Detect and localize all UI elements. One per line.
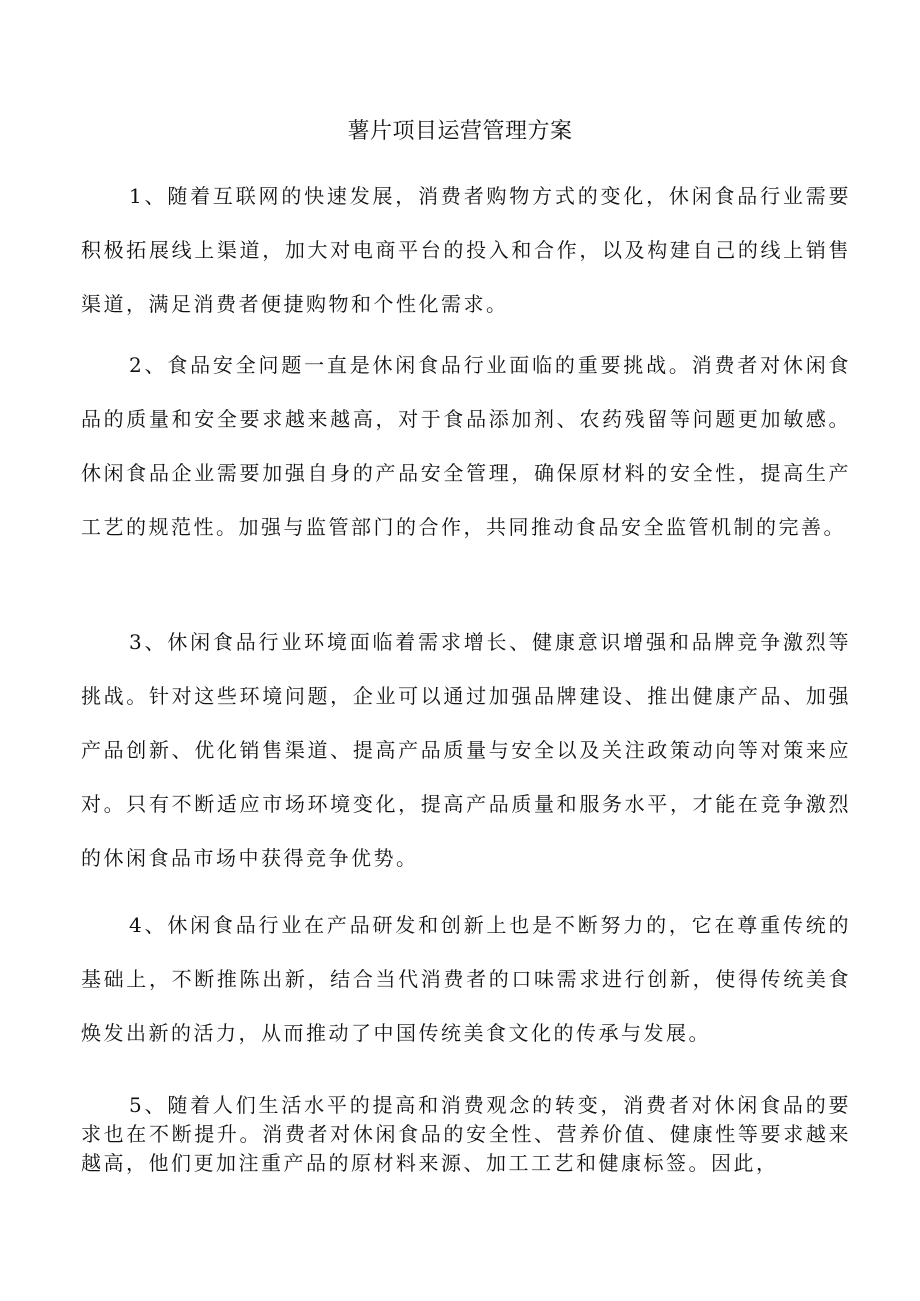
- paragraph-1: 1、随着互联网的快速发展，消费者购物方式的变化，休闲食品行业需要积极拓展线上渠道，加大对电商平台的投入和合作，以及构建自己的线上销售渠道，满足消费者便捷购物和个性化需求。: [81, 184, 851, 316]
- paragraph-3: 3、休闲食品行业环境面临着需求增长、健康意识增强和品牌竞争激烈等挑战。针对这些环境问题，企业可以通过加强品牌建设、推出健康产品、加强产品创新、优化销售渠道、提高产品质量与安全以及关注政策动向等对策来应对。只有不断适应市场环境变化，提高产品质量和服务水平，才能在竞争激烈的休闲食品市场中获得竞争优势。: [81, 630, 851, 870]
- paragraph-5: 5、随着人们生活水平的提高和消费观念的转变，消费者对休闲食品的要求也在不断提升。消费者对休闲食品的安全性、营养价值、健康性等要求越来越高，他们更加注重产品的原材料来源、加工工艺和健康标签。因此，: [81, 1093, 851, 1175]
- paragraph-4: 4、休闲食品行业在产品研发和创新上也是不断努力的，它在尊重传统的基础上，不断推陈出新，结合当代消费者的口味需求进行创新，使得传统美食焕发出新的活力，从而推动了中国传统美食文化的传承与发展。: [81, 913, 851, 1045]
- paragraph-2: 2、食品安全问题一直是休闲食品行业面临的重要挑战。消费者对休闲食品的质量和安全要求越来越高，对于食品添加剂、农药残留等问题更加敏感。休闲食品企业需要加强自身的产品安全管理，确保原材料的安全性，提高生产工艺的规范性。加强与监管部门的合作，共同推动食品安全监管机制的完善。: [81, 353, 851, 539]
- document-title: 薯片项目运营管理方案: [347, 119, 573, 144]
